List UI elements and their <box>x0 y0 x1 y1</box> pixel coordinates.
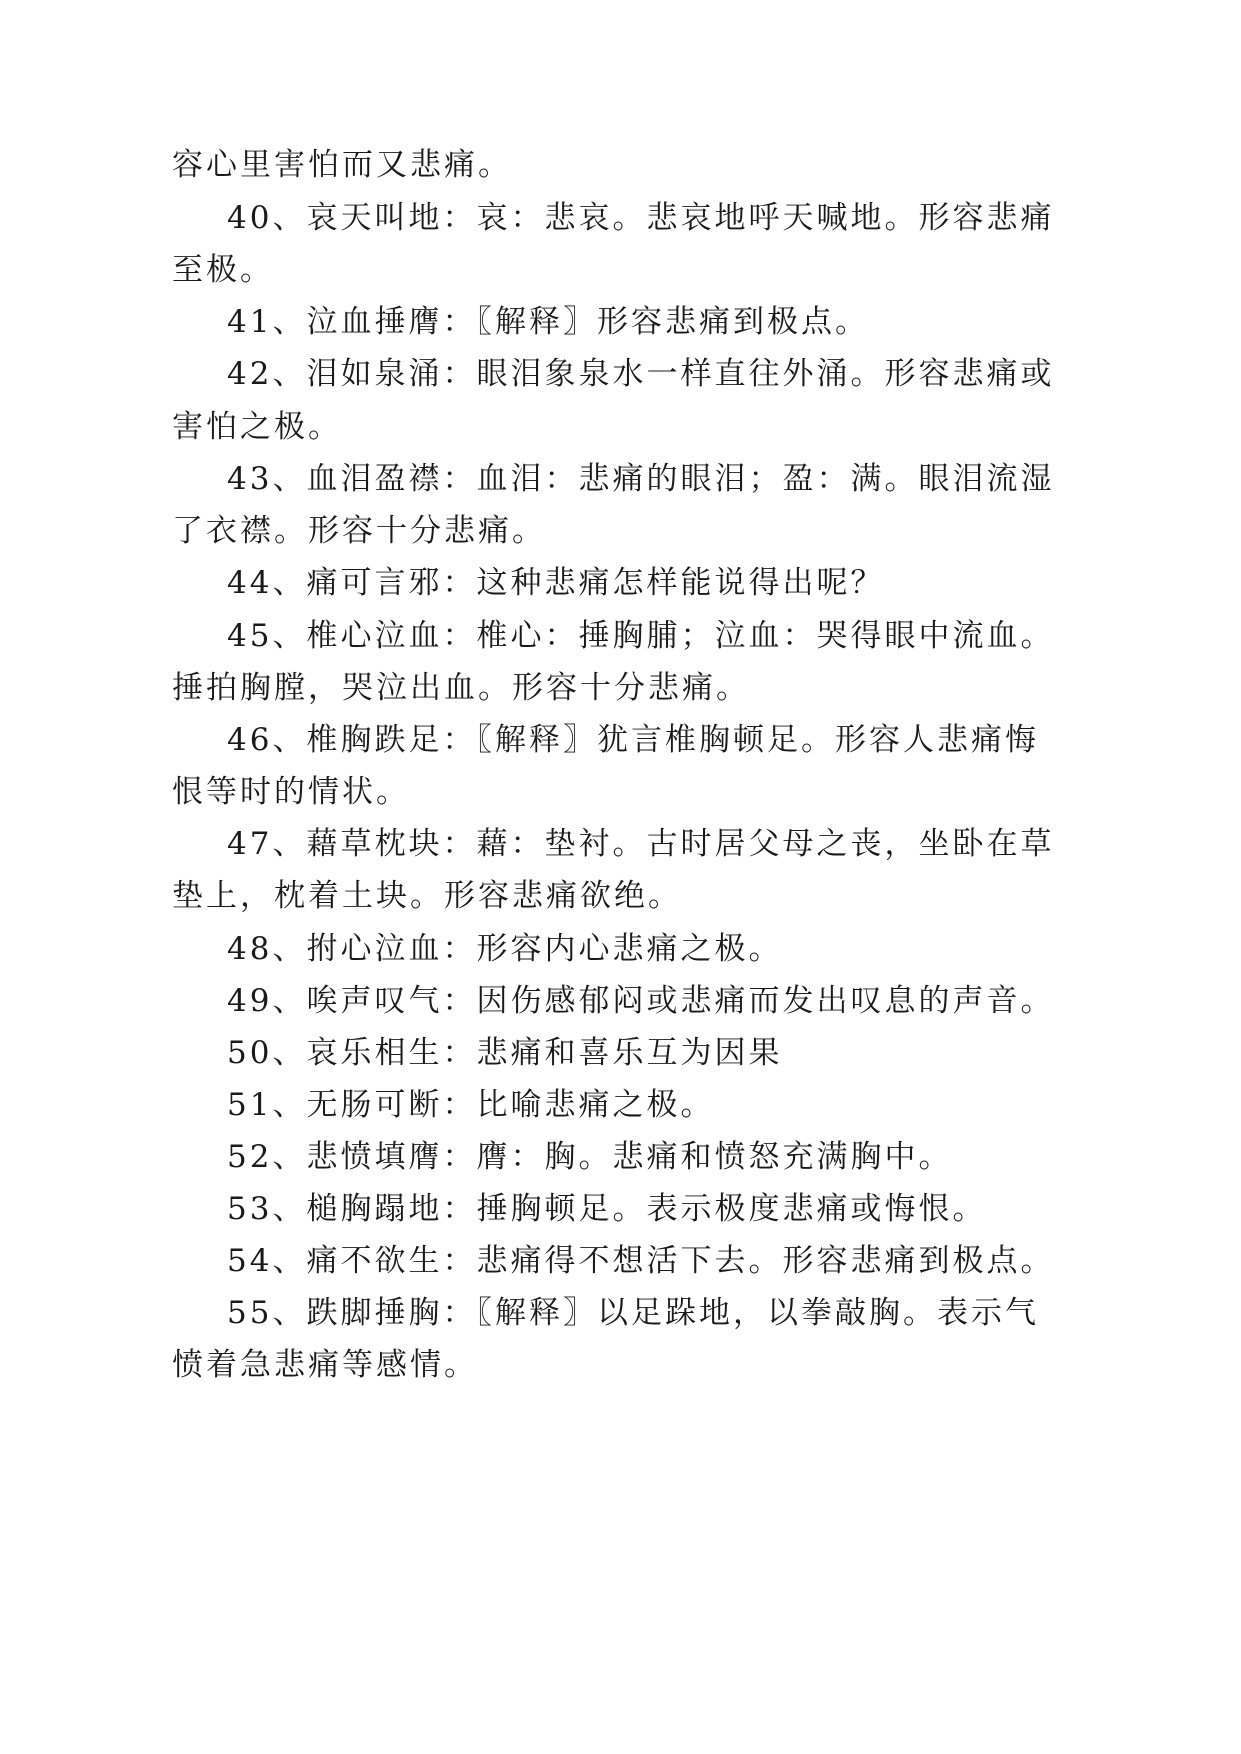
entry-53-line: 53、槌胸蹋地：捶胸顿足。表示极度悲痛或悔恨。 <box>227 1191 987 1227</box>
text-line: 愤着急悲痛等感情。 <box>172 1347 478 1383</box>
entry-48-line: 48、拊心泣血：形容内心悲痛之极。 <box>227 931 783 967</box>
entry-46-line: 46、椎胸跌足：〖解释〗犹言椎胸顿足。形容人悲痛悔 <box>227 722 1039 758</box>
entry-45-line: 45、椎心泣血：椎心：捶胸脯；泣血：哭得眼中流血。 <box>227 618 1055 654</box>
text-line: 害怕之极。 <box>172 409 342 445</box>
entry-43-line: 43、血泪盈襟：血泪：悲痛的眼泪；盈：满。眼泪流湿 <box>227 461 1055 497</box>
entry-41-line: 41、泣血捶膺：〖解释〗形容悲痛到极点。 <box>227 304 869 340</box>
entry-51-line: 51、无肠可断：比喻悲痛之极。 <box>227 1087 715 1123</box>
text-line: 至极。 <box>172 252 274 288</box>
entry-49-line: 49、唉声叹气：因伤感郁闷或悲痛而发出叹息的声音。 <box>227 983 1055 1019</box>
entry-47-line: 47、藉草枕块：藉：垫衬。古时居父母之丧，坐卧在草 <box>227 826 1055 862</box>
entry-50-line: 50、哀乐相生：悲痛和喜乐互为因果 <box>227 1035 783 1071</box>
text-line: 捶拍胸膛，哭泣出血。形容十分悲痛。 <box>172 670 750 706</box>
entry-42-line: 42、泪如泉涌：眼泪象泉水一样直往外涌。形容悲痛或 <box>227 356 1055 392</box>
entry-44-line: 44、痛可言邪：这种悲痛怎样能说得出呢？ <box>227 565 885 601</box>
text-line: 容心里害怕而又悲痛。 <box>172 147 512 183</box>
text-line: 恨等时的情状。 <box>172 774 410 810</box>
text-line: 了衣襟。形容十分悲痛。 <box>172 513 546 549</box>
text-line: 垫上，枕着土块。形容悲痛欲绝。 <box>172 878 682 914</box>
entry-40-line: 40、哀天叫地：哀：悲哀。悲哀地呼天喊地。形容悲痛 <box>227 200 1055 236</box>
entry-55-line: 55、跌脚捶胸：〖解释〗以足跺地，以拳敲胸。表示气 <box>227 1295 1039 1331</box>
entry-52-line: 52、悲愤填膺：膺：胸。悲痛和愤怒充满胸中。 <box>227 1139 953 1175</box>
entry-54-line: 54、痛不欲生：悲痛得不想活下去。形容悲痛到极点。 <box>227 1243 1055 1279</box>
